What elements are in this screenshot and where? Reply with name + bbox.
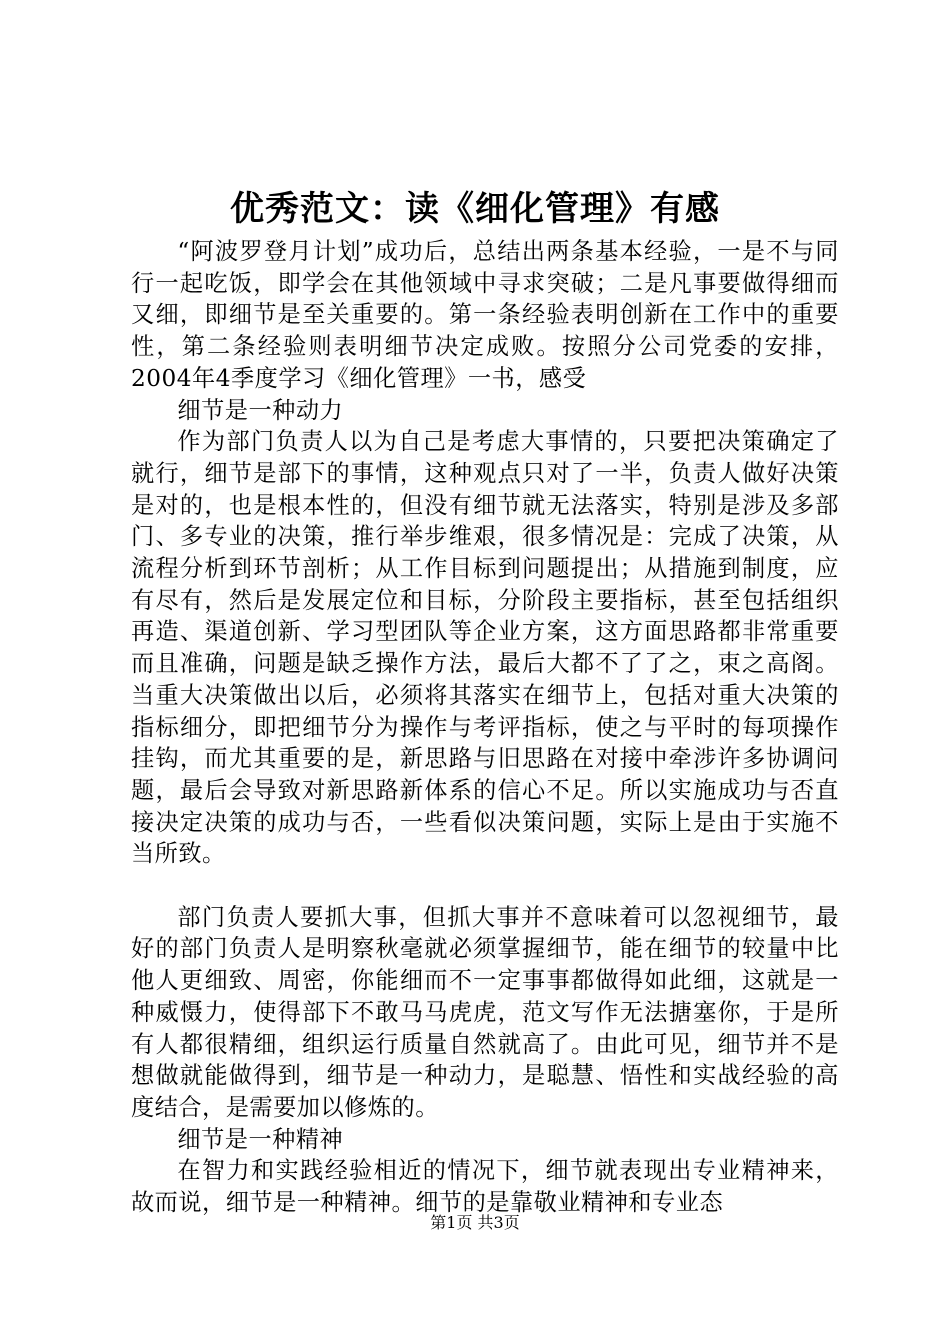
page-number-footer: 第1页 共3页 — [430, 1213, 520, 1232]
document-title: 优秀范文：读《细化管理》有感 — [230, 189, 720, 229]
body-paragraph: 部门负责人要抓大事，但抓大事并不意味着可以忽视细节，最好的部门负责人是明察秋毫就必须掌握细节，能在细节的较量中比他人更细致、周密，你能细而不一定事事都做得如此细，这就是一种威慑力，使得部下不敢马马虎虎，范文写作无法搪塞你，于是所有人都很精细，组织运行质量自然就高了。由此可见，细节并不是想做就能做得到，细节是一种动力，是聪慧、悟性和实战经验的高度结合，是需要加以修炼的。 — [131, 903, 839, 1121]
section-heading-motivation: 细节是一种动力 — [177, 396, 344, 424]
paragraph-gap — [131, 870, 839, 902]
document-body — [131, 236, 839, 1219]
section-heading-spirit: 细节是一种精神 — [177, 1125, 344, 1153]
intro-paragraph: “阿波罗登月计划”成功后，总结出两条基本经验，一是不与同行一起吃饭，即学会在其他领域中寻求突破；二是凡事要做得细而又细，即细节是至关重要的。第一条经验表明创新在工作中的重要性，第二条经验则表明细节决定成败。按照分公司党委的安排，2004年4季度学习《细化管理》一书，感受 — [131, 238, 839, 392]
body-paragraph: 作为部门负责人以为自己是考虑大事情的，只要把决策确定了就行，细节是部下的事情，这种观点只对了一半，负责人做好决策是对的，也是根本性的，但没有细节就无法落实，特别是涉及多部门、多专业的决策，推行举步维艰，很多情况是：完成了决策，从流程分析到环节剖析；从工作目标到问题提出；从措施到制度，应有尽有，然后是发展定位和目标，分阶段主要指标，甚至包括组织再造、渠道创新、学习型团队等企业方案，这方面思路都非常重要而且准确，问题是缺乏操作方法，最后大都不了了之，束之高阁。当重大决策做出以后，必须将其落实在细节上，包括对重大决策的指标细分，即把细节分为操作与考评指标，使之与平时的每项操作挂钩，而尤其重要的是，新思路与旧思路在对接中牵涉许多协调问题，最后会导致对新思路新体系的信心不足。所以实施成功与否直接决定决策的成功与否，一些看似决策问题，实际上是由于实施不当所致。 — [131, 428, 839, 868]
body-paragraph: 在智力和实践经验相近的情况下，细节就表现出专业精神来，故而说，细节是一种精神。细节的是靠敬业精神和专业态 — [131, 1157, 839, 1217]
